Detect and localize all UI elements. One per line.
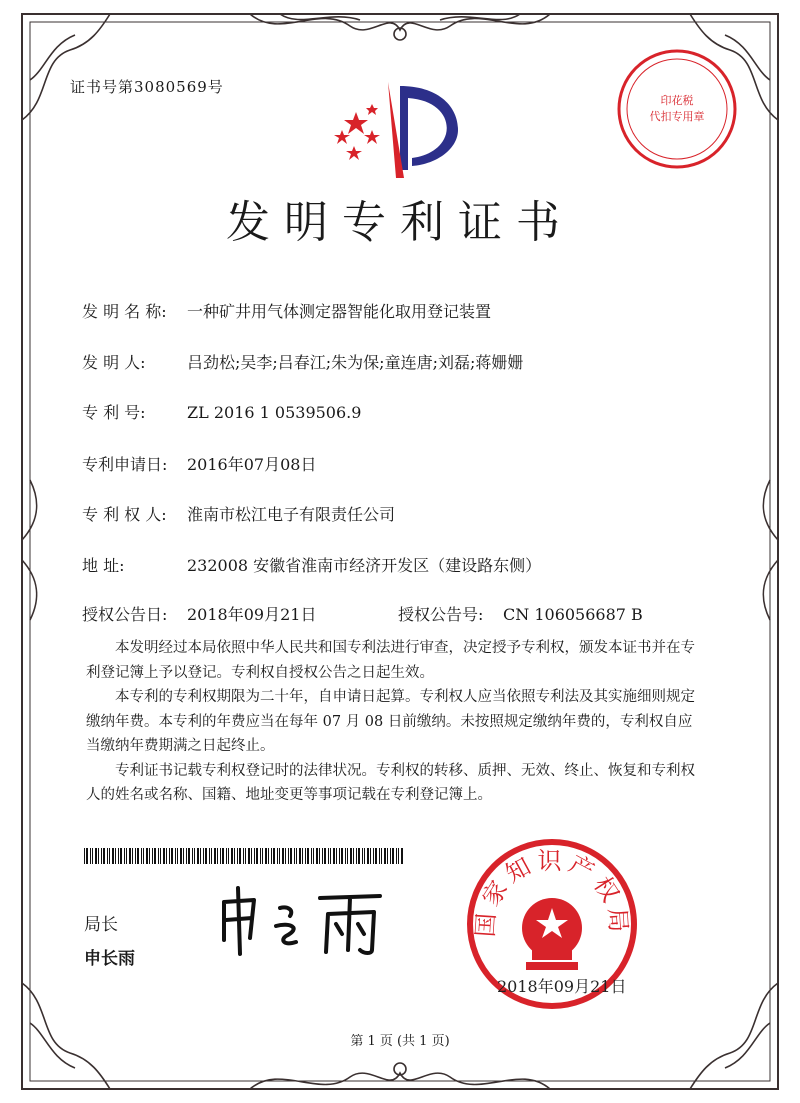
barcode-bar [251,848,252,864]
barcode-bar [375,848,377,864]
seal-date: 2018年09月21日 [497,977,627,996]
barcode-bar [107,848,108,864]
barcode-bar [353,848,354,864]
barcode-bar [296,848,297,864]
paragraph: 本发明经过本局依照中华人民共和国专利法进行审查，决定授予专利权，颁发本证书并在专利登记簿上予以登记。专利权自授权公告之日起生效。 [86,640,695,681]
field-value: 吕劲松;吴李;吕春江;朱为保;童连唐;刘磊;蒋姗姗 [187,353,524,372]
barcode-bar [262,848,263,864]
barcode-bar [177,848,178,864]
barcode-bar [180,848,182,864]
barcode-bar [214,848,216,864]
barcode-bar [194,848,195,864]
barcode-bar [379,848,380,864]
barcode-bar [356,848,357,864]
barcode-bar [254,848,255,864]
barcode-bar [271,848,272,864]
barcode-bar [231,848,233,864]
barcode-bar [158,848,159,864]
field-label: 专 利 权 人: [82,505,167,524]
barcode-bar [222,848,224,864]
barcode-bar [163,848,165,864]
field-address [82,553,541,576]
barcode-bar [313,848,314,864]
barcode-bar [237,848,238,864]
barcode-bar [381,848,382,864]
barcode-bar [132,848,133,864]
barcode-bar [203,848,204,864]
barcode-bar [124,848,125,864]
barcode-bar [341,848,343,864]
barcode-bar [103,848,105,864]
barcode-bar [149,848,150,864]
barcode-bar [228,848,229,864]
director-signature [210,880,400,960]
barcode-bar [384,848,386,864]
paragraph: 本专利的专利权期限为二十年，自申请日起算。专利权人应当依照专利法及其实施细则规定缴纳年费。本专利的年费应当在每年 07 月 08 日前缴纳。未按照规定缴纳年费的，专利权自应当缴纳年费期满之日起终止。 [86,689,695,754]
field-application-date [82,452,316,475]
barcode-bar [135,848,136,864]
barcode-bar [171,848,173,864]
barcode-bar [370,848,371,864]
barcode-bar [115,848,116,864]
barcode-bar [166,848,167,864]
patent-office-emblem-icon [328,78,468,178]
barcode-bar [294,848,295,864]
barcode-bar [322,848,323,864]
tax-stamp-seal [614,46,740,172]
barcode-bar [220,848,221,864]
field-value: 232008 安徽省淮南市经济开发区（建设路东侧） [187,556,542,575]
barcode-bar [290,848,292,864]
barcode-bar [330,848,331,864]
barcode-bar [205,848,207,864]
field-value: ZL 2016 1 0539506.9 [187,403,362,422]
barcode-bar [277,848,278,864]
barcode-bar [211,848,212,864]
field-grant-number [398,602,643,625]
barcode-bar [350,848,352,864]
director-title: 局长 [84,915,118,935]
barcode-bar [188,848,190,864]
barcode-bar [217,848,218,864]
barcode-bar [328,848,329,864]
barcode-bar [307,848,309,864]
seal-text: 国家知识产权局 [471,846,633,938]
barcode-bar [279,848,280,864]
barcode-bar [347,848,348,864]
svg-text:代扣专用章: 代扣专用章 [649,110,705,123]
barcode-bar [197,848,199,864]
barcode-bar [248,848,250,864]
field-invention-name [82,299,491,322]
barcode-bar [101,848,102,864]
barcode-bar [260,848,261,864]
certificate-body [86,636,700,808]
barcode-bar [319,848,320,864]
barcode-bar [302,848,303,864]
barcode-bar [209,848,210,864]
barcode-bar [98,848,99,864]
barcode-bar [200,848,201,864]
field-inventors [82,350,523,373]
field-label: 专 利 号: [82,403,146,422]
barcode-bar [316,848,318,864]
barcode-bar [390,848,391,864]
field-value: 2016年07月08日 [187,455,317,474]
barcode-bar [282,848,284,864]
barcode-bar [95,848,97,864]
paragraph: 专利证书记载专利权登记时的法律状况。专利权的转移、质押、无效、终止、恢复和专利权人的姓名或名称、国籍、地址变更等事项记载在专利登记簿上。 [86,762,695,803]
barcode-bar [358,848,360,864]
barcode-bar [234,848,235,864]
barcode-bar [305,848,306,864]
barcode-bar [141,848,142,864]
barcode-bar [265,848,267,864]
barcode-bar [345,848,346,864]
barcode-bar [243,848,244,864]
barcode-bar [154,848,156,864]
barcode-bar [118,848,119,864]
barcode-bar [84,848,85,864]
barcode-bar [336,848,337,864]
barcode-bar [387,848,388,864]
barcode-bar [333,848,335,864]
barcode-bar [367,848,369,864]
page-footer: 第 1 页 (共 1 页) [350,1034,450,1049]
barcode-bar [362,848,363,864]
field-label: 地 址: [82,556,125,575]
field-patent-number [82,400,361,423]
barcode-bar [256,848,258,864]
barcode-bar [175,848,176,864]
barcode-bar [268,848,269,864]
barcode-bar [273,848,275,864]
barcode-bar [401,848,403,864]
field-grant-date [82,602,316,625]
field-value: CN 106056687 B [503,605,643,624]
field-label: 授权公告号: [398,605,484,624]
barcode-bar [146,848,148,864]
field-label: 授权公告日: [82,605,168,624]
barcode-bar [109,848,110,864]
field-value: 2018年09月21日 [187,605,317,624]
director-name: 申长雨 [84,949,135,969]
barcode-bar [288,848,289,864]
barcode-bar [339,848,340,864]
barcode-bar [364,848,365,864]
barcode-bar [112,848,114,864]
barcode-bar [160,848,161,864]
barcode-bar [120,848,122,864]
barcode-bar [398,848,399,864]
barcode-bar [396,848,397,864]
field-label: 专利申请日: [82,455,168,474]
field-value: 淮南市松江电子有限责任公司 [187,505,396,524]
barcode-bar [392,848,394,864]
barcode-bar [324,848,326,864]
barcode-bar [143,848,144,864]
certificate-number: 证书号第3080569号 [70,78,224,96]
barcode-bar [129,848,131,864]
barcode [84,848,404,864]
barcode-bar [226,848,227,864]
barcode-bar [152,848,153,864]
barcode-bar [183,848,184,864]
barcode-bar [245,848,246,864]
barcode-bar [90,848,91,864]
barcode-bar [239,848,241,864]
barcode-bar [192,848,193,864]
svg-text:印花税: 印花税 [660,94,694,107]
barcode-bar [311,848,312,864]
barcode-bar [186,848,187,864]
barcode-bar [137,848,139,864]
field-patentee [82,502,395,525]
barcode-bar [92,848,93,864]
barcode-bar [169,848,170,864]
barcode-bar [285,848,286,864]
field-label: 发 明 人: [82,353,146,372]
document-title: 发明专利证书 [226,197,574,248]
field-label: 发 明 名 称: [82,302,167,321]
barcode-bar [86,848,88,864]
barcode-bar [126,848,127,864]
barcode-bar [373,848,374,864]
barcode-bar [299,848,301,864]
field-value: 一种矿井用气体测定器智能化取用登记装置 [187,302,492,321]
